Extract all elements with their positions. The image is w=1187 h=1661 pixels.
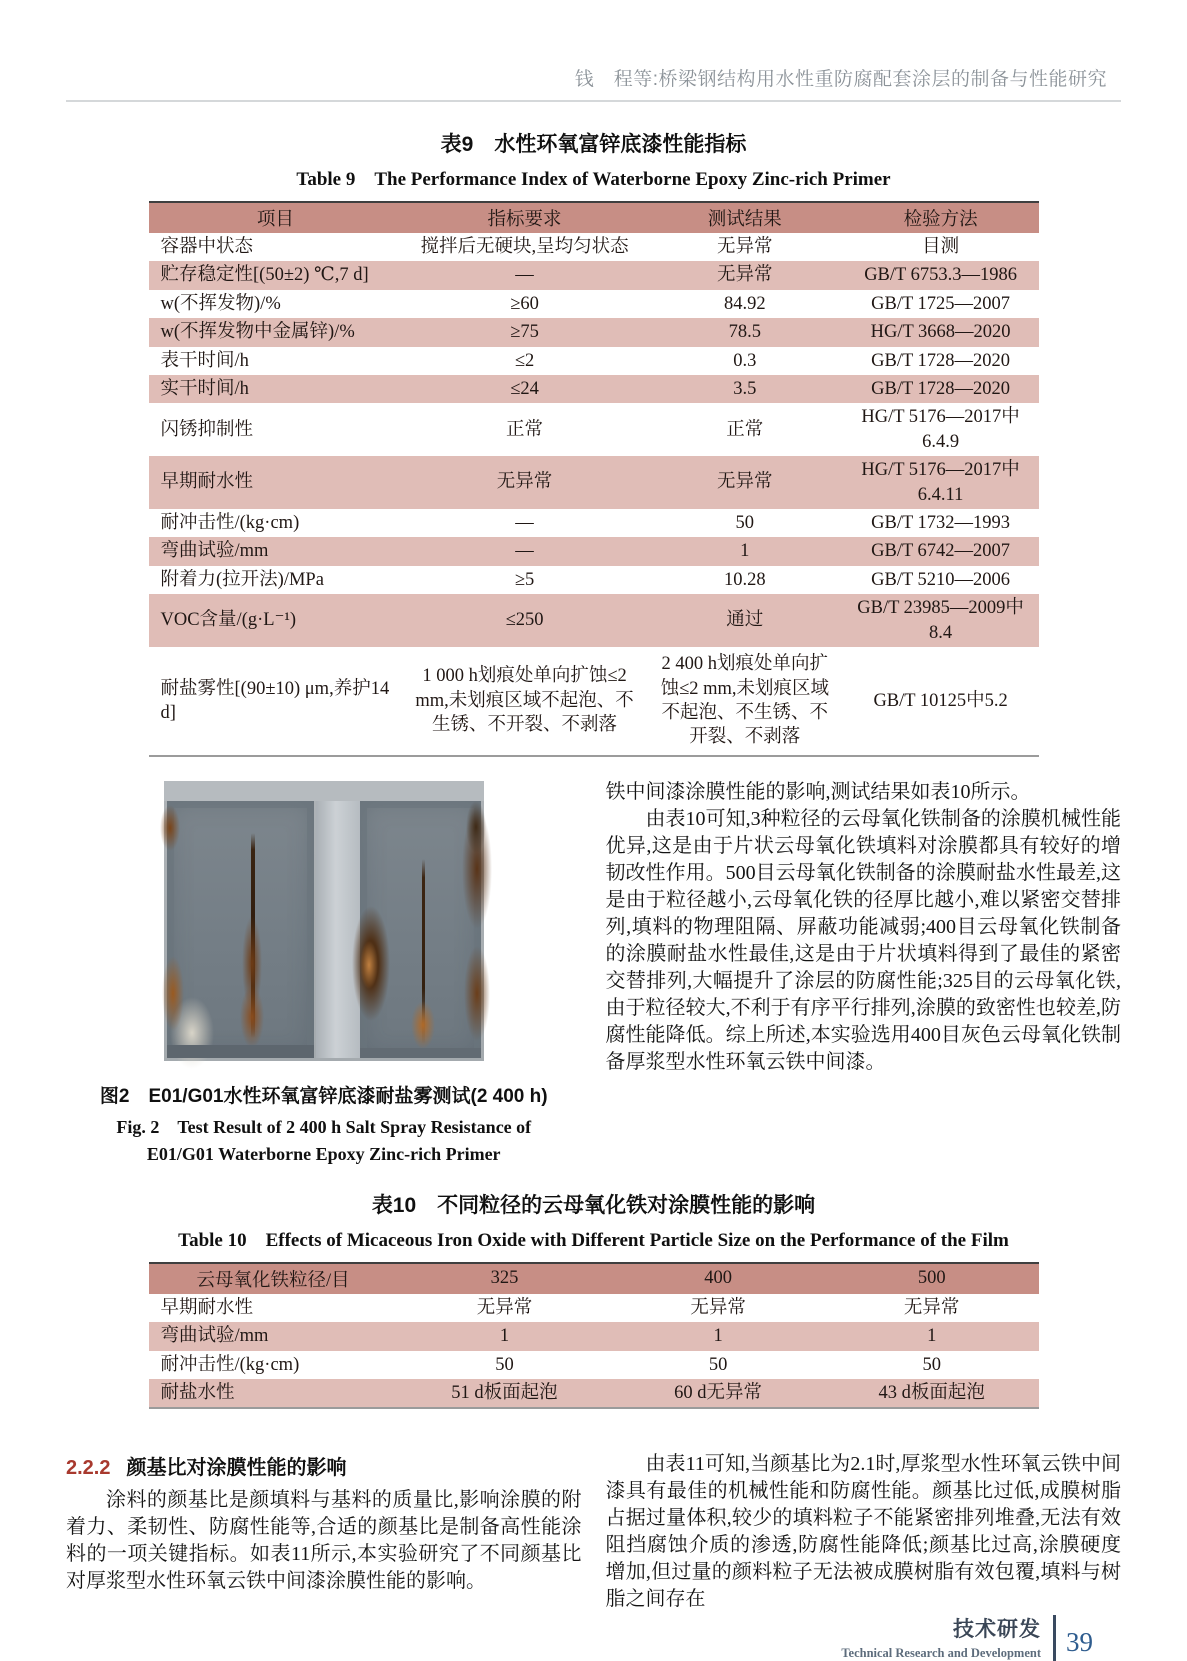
section-heading	[66, 1451, 582, 1480]
page-number: 39	[1066, 1626, 1093, 1657]
table-cell: 附着力(拉开法)/MPa	[160, 569, 324, 590]
table-cell: 表干时间/h	[160, 350, 249, 371]
table-cell: —	[515, 265, 534, 286]
table-cell: 无异常	[496, 472, 553, 493]
table-cell: 耐盐雾性[(90±10) μm,养护14 d]	[160, 678, 390, 723]
table-cell: 78.5	[728, 322, 761, 343]
right-column	[606, 1451, 1122, 1613]
table9-title-en: Table 9 The Performance Index of Waterborne Epoxy Zinc-rich Primer	[296, 169, 891, 190]
table-cell: 50	[735, 513, 755, 534]
table10-header-row	[149, 1263, 1039, 1294]
table-cell: ≤250	[505, 610, 544, 631]
section-columns	[66, 1451, 1121, 1613]
figure2-caption-en: Fig. 2 Test Result of 2 400 h Salt Spray Resistance of	[116, 1116, 532, 1137]
table-row	[149, 375, 1039, 403]
table-cell: GB/T 6753.3—1986	[864, 265, 1017, 286]
table-row	[149, 233, 1039, 261]
table-cell: GB/T 1728—2020	[871, 350, 1011, 371]
left-column	[66, 779, 582, 1165]
table-cell: 无异常	[717, 237, 773, 257]
table-row	[149, 509, 1039, 537]
table-row	[149, 594, 1039, 647]
table-cell: w(不挥发物中金属锌)/%	[160, 322, 355, 343]
table-cell: 2 400 h划痕处单向扩蚀≤2 mm,未划痕区域不起泡、不生锈、不开裂、不剥落	[660, 654, 829, 748]
paragraph: 涂料的颜基比是颜填料与基料的质量比,影响涂膜的附着力、柔韧性、防腐性能等,合适的颜基比是制备高性能涂料的一项关键指标。如表11所示,本实验研究了不同颜基比对厚浆型水性环氧云铁中间漆涂膜性能的影响。	[66, 1489, 582, 1593]
table-cell: HG/T 5176—2017中6.4.9	[861, 407, 1020, 452]
table-cell: HG/T 3668—2020	[870, 322, 1011, 343]
table-cell: 50	[708, 1354, 728, 1375]
table-row	[149, 403, 1039, 456]
section-number: 2.2.2	[66, 1457, 111, 1480]
footer-section-en: Technical Research and Development	[841, 1646, 1041, 1661]
paragraph: 由表10可知,3种粒径的云母氧化铁制备的涂膜机械性能优异,这是由于片状云母氧化铁填料对涂膜都具有较好的增韧改性作用。500目云母氧化铁制备的涂膜耐盐水性最差,这是由于粒径越小,云母氧化铁的径厚比越小,难以紧密交替排列,填料的物理阻隔、屏蔽功能减弱;400目云母氧化铁制备的涂膜耐盐水性最佳,这是由于片状填料得到了最佳的紧密交替排列,大幅提升了涂层的防腐性能;325目的云母氧化铁,由于粒径较大,不利于有序平行排列,涂膜的致密性也较差,防腐性能降低。综上所述,本实验选用400目灰色云母氧化铁制备厚浆型水性环氧云铁中间漆。	[605, 807, 1121, 1073]
rust-blob	[466, 801, 486, 853]
table10-header-cell: 500	[825, 1263, 1039, 1294]
table10-title-cn: 表10 不同粒径的云母氧化铁对涂膜性能的影响	[371, 1193, 816, 1217]
table-cell: —	[515, 541, 534, 562]
rust-blob	[160, 805, 180, 851]
table-cell: 弯曲试验/mm	[160, 1326, 269, 1347]
footer-divider	[1053, 1615, 1056, 1661]
table-cell: 弯曲试验/mm	[160, 541, 269, 562]
rust-blob	[240, 986, 264, 1048]
table10-header-cell: 云母氧化铁粒径/目	[149, 1263, 398, 1294]
table-row	[149, 347, 1039, 375]
photo-background	[164, 781, 484, 801]
table-cell: GB/T 10125中5.2	[873, 690, 1008, 711]
table10-header-cell: 325	[398, 1263, 612, 1294]
table-cell: —	[515, 513, 534, 534]
table-row	[149, 1379, 1039, 1408]
table-cell: 84.92	[723, 293, 766, 314]
table-cell: w(不挥发物)/%	[160, 293, 281, 314]
table10-header-cell: 400	[611, 1263, 825, 1294]
figure2-caption-en: E01/G01 Waterborne Epoxy Zinc-rich Primer	[146, 1143, 501, 1164]
figure2	[66, 781, 582, 1165]
table-row	[149, 647, 1039, 756]
table-cell: 早期耐水性	[160, 472, 254, 493]
table9-header-row	[149, 202, 1039, 233]
table-cell: GB/T 1725—2007	[871, 293, 1011, 314]
table9-header-cell: 指标要求	[402, 202, 647, 233]
table-cell: 无异常	[717, 265, 773, 286]
table-cell: 43 d板面起泡	[878, 1382, 985, 1403]
table9-header-cell: 检验方法	[843, 202, 1039, 233]
table-row	[149, 1351, 1039, 1379]
table-row	[149, 1322, 1039, 1350]
table-row	[149, 261, 1039, 289]
table-row	[149, 318, 1039, 346]
table-row	[149, 537, 1039, 565]
table9-header-cell: 测试结果	[647, 202, 843, 233]
table-cell: 无异常	[690, 1297, 746, 1318]
figure2-caption-cn: 图2 E01/G01水性环氧富锌底漆耐盐雾测试(2 400 h)	[99, 1085, 548, 1107]
table-cell: 正常	[726, 419, 764, 440]
table-cell: 3.5	[733, 379, 757, 400]
table-cell: 贮存稳定性[(50±2) ℃,7 d]	[160, 265, 369, 286]
table-cell: GB/T 5210—2006	[871, 569, 1011, 590]
table-cell: GB/T 1728—2020	[871, 379, 1011, 400]
table9-header-cell: 项目	[149, 202, 403, 233]
table-cell: 1	[499, 1326, 510, 1347]
table-cell: 0.3	[733, 350, 757, 371]
page-footer	[66, 1613, 1121, 1661]
header-rule	[66, 100, 1121, 102]
running-head-text: 钱 程等:桥梁钢结构用水性重防腐配套涂层的制备与性能研究	[574, 69, 1107, 90]
table-cell: 60 d无异常	[674, 1382, 763, 1403]
right-column	[606, 779, 1122, 1165]
table-row	[149, 1294, 1039, 1322]
rust-blob	[411, 1001, 435, 1049]
table-cell: 51 d板面起泡	[451, 1382, 558, 1403]
rust-blob	[360, 941, 378, 989]
table9-section	[66, 128, 1121, 757]
running-head	[66, 0, 1121, 102]
table-cell: GB/T 6742—2007	[871, 541, 1011, 562]
rust-blob	[464, 946, 490, 1041]
table-cell: 10.28	[723, 569, 766, 590]
table-cell: 1	[740, 541, 750, 562]
rust-blob	[162, 956, 184, 1031]
paragraph: 由表11可知,当颜基比为2.1时,厚浆型水性环氧云铁中间漆具有最佳的机械性能和防腐性能。颜基比过低,成膜树脂占据过量体积,较少的填料粒子不能紧密排列堆叠,无法有效阻挡腐蚀介质的渗透,防腐性能降低;颜基比过高,涂膜硬度增加,但过量的颜料粒子无法被成膜树脂有效包覆,填料与树脂之间存在	[605, 1453, 1121, 1611]
table-cell: HG/T 5176—2017中6.4.11	[861, 460, 1020, 505]
table-cell: 1	[927, 1326, 937, 1347]
table10-section	[66, 1189, 1121, 1410]
section-title: 颜基比对涂膜性能的影响	[126, 1457, 347, 1480]
figure2-photo	[164, 781, 484, 1061]
footer-section-cn: 技术研发	[953, 1618, 1041, 1642]
table-cell: ≤2	[514, 350, 535, 371]
table-cell: GB/T 1732—1993	[871, 513, 1011, 534]
panel-shadow	[167, 1045, 314, 1058]
footer-block	[841, 1613, 1093, 1661]
left-column	[66, 1451, 582, 1613]
table-cell: 1 000 h划痕处单向扩蚀≤2 mm,未划痕区域不起泡、不生锈、不开裂、不剥落	[415, 666, 634, 736]
table-cell: 无异常	[717, 472, 773, 493]
figure-text-columns	[66, 779, 1121, 1165]
table-cell: ≥75	[510, 322, 539, 343]
table-cell: 目测	[922, 237, 960, 257]
table-cell: 50	[922, 1354, 941, 1375]
table-cell: 1	[713, 1326, 723, 1347]
table-cell: 通过	[726, 610, 764, 631]
table-row	[149, 456, 1039, 509]
table-cell: 50	[495, 1354, 514, 1375]
table9-title-cn: 表9 水性环氧富锌底漆性能指标	[440, 133, 747, 156]
table-cell: 早期耐水性	[160, 1297, 254, 1318]
table-cell: ≥5	[514, 569, 535, 590]
table-cell: 耐盐水性	[160, 1382, 235, 1403]
table-cell: 无异常	[903, 1297, 960, 1318]
panel-shadow	[360, 1048, 481, 1058]
table10-title-en: Table 10 Effects of Micaceous Iron Oxide with Different Particle Size on the Performance of the Film	[178, 1229, 1009, 1251]
panel-divider-strip	[316, 801, 360, 1058]
table-cell: 无异常	[476, 1297, 533, 1318]
table-cell: 耐冲击性/(kg·cm)	[160, 1354, 300, 1375]
table-cell: 实干时间/h	[160, 379, 249, 400]
table-cell: 闪锈抑制性	[160, 419, 254, 440]
table-cell: 搅拌后无硬块,呈均匀状态	[420, 237, 629, 257]
table-row	[149, 566, 1039, 594]
table-cell: GB/T 23985—2009中8.4	[857, 598, 1024, 643]
table-cell: 耐冲击性/(kg·cm)	[160, 513, 300, 534]
table-cell: 正常	[506, 419, 544, 440]
table-row	[149, 290, 1039, 318]
paragraph: 铁中间漆涂膜性能的影响,测试结果如表10所示。	[605, 780, 1031, 803]
table-cell: VOC含量/(g·L⁻¹)	[160, 610, 297, 631]
table9	[149, 201, 1039, 757]
figure2-caption	[66, 1081, 582, 1165]
table10	[149, 1262, 1039, 1410]
table-cell: ≥60	[510, 293, 539, 314]
footer-section	[841, 1613, 1041, 1661]
table-cell: 容器中状态	[160, 237, 254, 257]
table-cell: ≤24	[510, 379, 539, 400]
